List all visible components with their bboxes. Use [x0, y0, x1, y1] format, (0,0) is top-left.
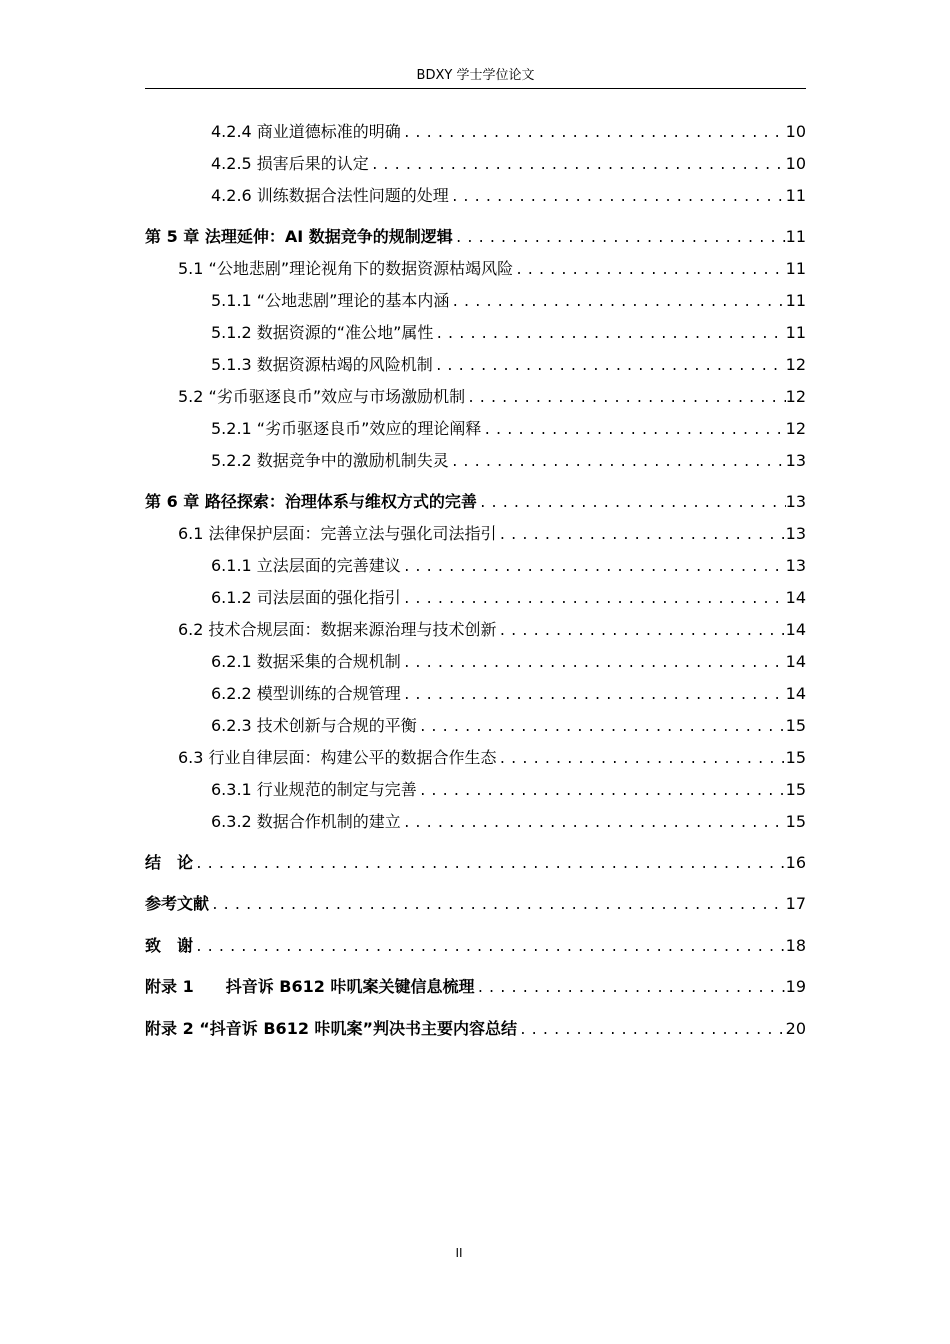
toc-entry-page: 15 — [785, 780, 806, 799]
toc-entry-page: 11 — [785, 227, 806, 246]
toc-entry[interactable] — [145, 490, 806, 514]
toc-entry-title: 5.1 “公地悲剧”理论视角下的数据资源枯竭风险 — [178, 259, 514, 278]
toc-entry-title: 附录 2 “抖音诉 B612 咔叽案”判决书主要内容总结 — [145, 1019, 518, 1038]
toc-entry-title: 6.2.2 模型训练的合规管理 — [211, 684, 401, 703]
toc-leader-dots — [417, 780, 786, 802]
page-header — [145, 66, 806, 89]
toc-entry-title: 6.2.3 技术创新与合规的平衡 — [211, 716, 417, 735]
toc-entry-title: 5.1.2 数据资源的“准公地”属性 — [211, 323, 434, 342]
toc-entry-page: 12 — [785, 355, 806, 374]
toc-leader-dots — [369, 154, 786, 176]
toc-entry-title: 结 论 — [145, 853, 194, 872]
toc-entry-page: 15 — [785, 748, 806, 767]
toc-entry[interactable] — [211, 449, 806, 473]
toc-entry-title: 第 5 章 法理延伸：AI 数据竞争的规制逻辑 — [145, 227, 453, 246]
toc-leader-dots — [513, 259, 786, 281]
toc-entry-page: 11 — [785, 323, 806, 342]
toc-entry[interactable] — [211, 682, 806, 706]
toc-entry-title: 参考文献 — [145, 894, 210, 913]
toc-entry-page: 15 — [785, 716, 806, 735]
toc-entry-page: 17 — [785, 894, 806, 913]
toc-leader-dots — [401, 684, 786, 706]
toc-leader-dots — [465, 387, 786, 409]
toc-leader-dots — [517, 1019, 786, 1041]
toc-entry[interactable] — [178, 385, 806, 409]
toc-leader-dots — [474, 977, 785, 999]
toc-entry-title: 第 6 章 路径探索：治理体系与维权方式的完善 — [145, 492, 477, 511]
toc-leader-dots — [449, 451, 786, 473]
toc-leader-dots — [193, 853, 786, 875]
toc-entry[interactable] — [178, 522, 806, 546]
toc-entry-page: 13 — [785, 451, 806, 470]
toc-entry[interactable] — [211, 778, 806, 802]
toc-entry[interactable] — [211, 417, 806, 441]
toc-entry-page: 16 — [785, 853, 806, 872]
toc-entry-page: 12 — [785, 387, 806, 406]
header-title: BDXY 学士学位论文 — [416, 68, 535, 83]
toc-entry-title: 5.2.2 数据竞争中的激励机制失灵 — [211, 451, 449, 470]
toc-entry[interactable] — [145, 975, 806, 999]
toc-entry[interactable] — [145, 225, 806, 249]
toc-entry[interactable] — [145, 851, 806, 875]
toc-entry[interactable] — [145, 934, 806, 958]
toc-entry[interactable] — [211, 586, 806, 610]
toc-entry[interactable] — [178, 746, 806, 770]
toc-entry-page: 15 — [785, 812, 806, 831]
toc-entry-title: 6.1.1 立法层面的完善建议 — [211, 556, 401, 575]
toc-entry-title: 5.2 “劣币驱逐良币”效应与市场激励机制 — [178, 387, 466, 406]
toc-leader-dots — [209, 894, 786, 916]
toc-entry-page: 20 — [785, 1019, 806, 1038]
toc-leader-dots — [497, 748, 786, 770]
toc-entry[interactable] — [211, 184, 806, 208]
toc-entry-title: 5.1.3 数据资源枯竭的风险机制 — [211, 355, 433, 374]
toc-leader-dots — [433, 323, 785, 345]
toc-entry-title: 5.1.1 “公地悲剧”理论的基本内涵 — [211, 291, 450, 310]
toc-entry-page: 10 — [785, 122, 806, 141]
toc-entry-title: 5.2.1 “劣币驱逐良币”效应的理论阐释 — [211, 419, 482, 438]
toc-entry-page: 19 — [785, 977, 806, 996]
toc-entry-page: 14 — [785, 684, 806, 703]
toc-entry-page: 13 — [785, 492, 806, 511]
toc-entry[interactable] — [211, 714, 806, 738]
toc-entry-title: 6.2 技术合规层面：数据来源治理与技术创新 — [178, 620, 497, 639]
toc-leader-dots — [401, 556, 786, 578]
toc-entry-title: 4.2.5 损害后果的认定 — [211, 154, 369, 173]
page-number: II — [455, 1246, 463, 1260]
toc-entry-page: 11 — [785, 186, 806, 205]
toc-entry-page: 14 — [785, 652, 806, 671]
toc-leader-dots — [433, 355, 786, 377]
toc-entry-title: 致 谢 — [145, 936, 194, 955]
toc-entry-title: 6.2.1 数据采集的合规机制 — [211, 652, 401, 671]
toc-leader-dots — [417, 716, 786, 738]
toc-leader-dots — [481, 419, 785, 441]
toc-entry-page: 10 — [785, 154, 806, 173]
toc-entry-title: 6.3.2 数据合作机制的建立 — [211, 812, 401, 831]
toc-entry-title: 6.1 法律保护层面：完善立法与强化司法指引 — [178, 524, 497, 543]
toc-entry[interactable] — [211, 650, 806, 674]
toc-leader-dots — [497, 524, 786, 546]
toc-entry-page: 13 — [785, 524, 806, 543]
toc-leader-dots — [193, 936, 786, 958]
toc-leader-dots — [401, 588, 786, 610]
toc-entry[interactable] — [211, 321, 806, 345]
toc-leader-dots — [401, 652, 786, 674]
toc-entry-page: 14 — [785, 588, 806, 607]
toc-entry-title: 6.1.2 司法层面的强化指引 — [211, 588, 401, 607]
toc-entry[interactable] — [145, 892, 806, 916]
toc-entry-title: 4.2.4 商业道德标准的明确 — [211, 122, 401, 141]
toc-entry-page: 12 — [785, 419, 806, 438]
toc-entry[interactable] — [178, 618, 806, 642]
toc-entry[interactable] — [178, 257, 806, 281]
toc-entry[interactable] — [145, 1017, 806, 1041]
toc-entry-title: 6.3 行业自律层面：构建公平的数据合作生态 — [178, 748, 497, 767]
toc-leader-dots — [401, 812, 786, 834]
toc-leader-dots — [453, 227, 786, 249]
toc-entry[interactable] — [211, 810, 806, 834]
toc-entry-page: 11 — [785, 259, 806, 278]
toc-leader-dots — [449, 291, 785, 313]
toc-entry-page: 11 — [785, 291, 806, 310]
toc-entry[interactable] — [211, 353, 806, 377]
toc-leader-dots — [477, 492, 786, 514]
toc-leader-dots — [401, 122, 786, 144]
toc-entry[interactable] — [211, 554, 806, 578]
toc-entry-title: 6.3.1 行业规范的制定与完善 — [211, 780, 417, 799]
toc-entry-page: 13 — [785, 556, 806, 575]
toc-entry[interactable] — [211, 120, 806, 144]
toc-entry-title: 附录 1 抖音诉 B612 咔叽案关键信息梳理 — [145, 977, 475, 996]
toc-entry-title: 4.2.6 训练数据合法性问题的处理 — [211, 186, 449, 205]
toc-entry-page: 14 — [785, 620, 806, 639]
toc-entry[interactable] — [211, 152, 806, 176]
toc-leader-dots — [449, 186, 786, 208]
toc-entry[interactable] — [211, 289, 806, 313]
toc-entry-page: 18 — [785, 936, 806, 955]
toc-leader-dots — [497, 620, 786, 642]
